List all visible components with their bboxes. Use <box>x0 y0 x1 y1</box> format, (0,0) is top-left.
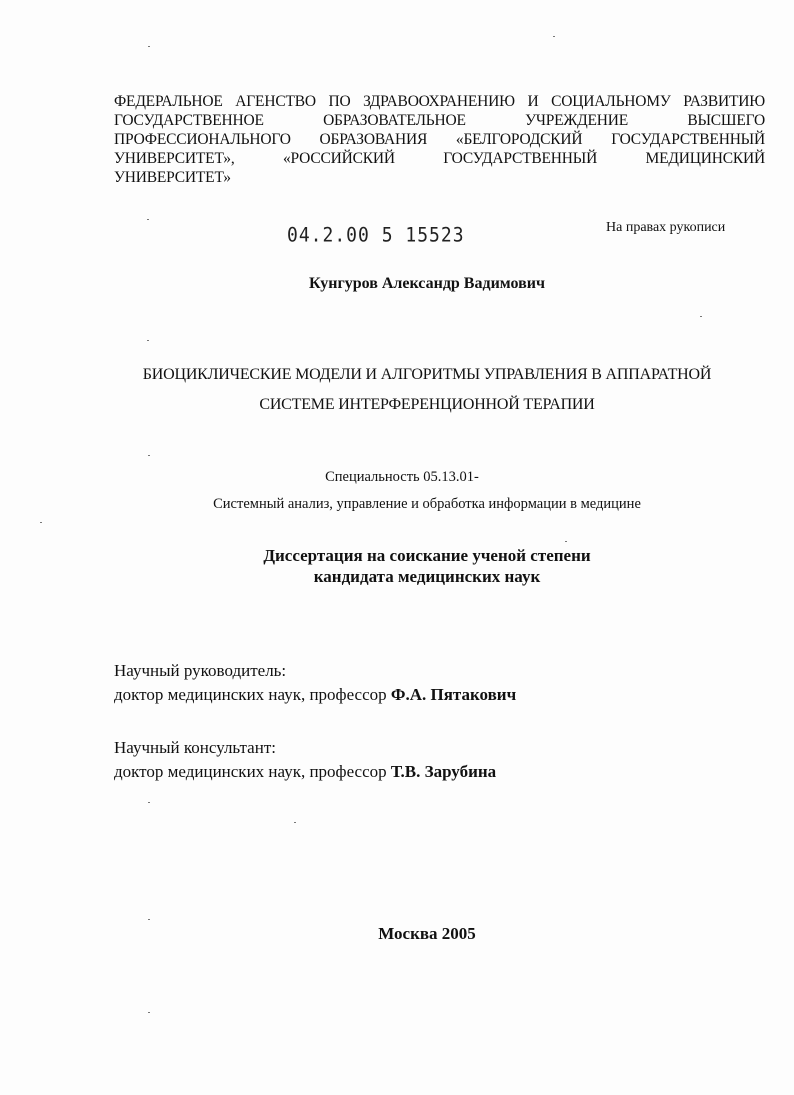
scan-speck <box>565 541 567 542</box>
consultant-label: Научный консультант: <box>114 738 276 757</box>
header-line-1: ФЕДЕРАЛЬНОЕ АГЕНСТВО ПО ЗДРАВООХРАНЕНИЮ И СОЦИАЛЬНОМУ РАЗВИТИЮ <box>114 93 765 110</box>
header-line-2: ГОСУДАРСТВЕННОЕ ОБРАЗОВАТЕЛЬНОЕ УЧРЕЖДЕНИЕ ВЫСШЕГО <box>114 112 765 129</box>
scan-speck <box>147 219 149 220</box>
scan-speck <box>148 1012 150 1013</box>
title-line-2: СИСТЕМЕ ИНТЕРФЕРЕНЦИОННОЙ ТЕРАПИИ <box>259 396 595 413</box>
degree-line-2: кандидата медицинских наук <box>313 567 541 586</box>
specialty-name: Системный анализ, управление и обработка информации в медицине <box>213 496 641 512</box>
title-line-1: БИОЦИКЛИЧЕСКИЕ МОДЕЛИ И АЛГОРИТМЫ УПРАВЛЕНИЯ В АППАРАТНОЙ <box>142 366 712 383</box>
consultant-name: Т.В. Зарубина <box>390 762 497 781</box>
institution-header <box>114 92 765 187</box>
header-line-5: УНИВЕРСИТЕТ» <box>114 169 231 186</box>
supervisor-label: Научный руководитель: <box>114 661 287 680</box>
scan-speck <box>148 919 150 920</box>
header-line-3: ПРОФЕССИОНАЛЬНОГО ОБРАЗОВАНИЯ «БЕЛГОРОДСКИЙ ГОСУДАРСТВЕННЫЙ <box>114 131 765 148</box>
consultant-block <box>114 736 496 784</box>
scan-speck <box>553 36 555 37</box>
specialty-code: Специальность 05.13.01- <box>325 469 479 485</box>
rights-note: На правах рукописи <box>606 220 726 235</box>
supervisor-credentials: доктор медицинских наук, профессор <box>114 685 391 704</box>
scan-speck <box>148 455 150 456</box>
header-line-4: УНИВЕРСИТЕТ», «РОССИЙСКИЙ ГОСУДАРСТВЕННЫЙ МЕДИЦИНСКИЙ <box>114 150 765 167</box>
supervisor-block <box>114 659 516 707</box>
dissertation-title <box>0 360 794 420</box>
registration-stamp: 04.2.00 5 15523 <box>287 223 465 248</box>
supervisor-name: Ф.А. Пятакович <box>390 685 517 704</box>
consultant-credentials: доктор медицинских наук, профессор <box>114 762 391 781</box>
scan-speck <box>148 46 150 47</box>
scan-speck <box>147 340 149 341</box>
scan-speck <box>148 802 150 803</box>
degree-statement <box>0 545 794 587</box>
consultant-line <box>114 760 496 784</box>
degree-line-1: Диссертация на соискание ученой степени <box>263 546 591 565</box>
scan-speck <box>700 316 702 317</box>
scan-speck <box>40 522 42 523</box>
scan-speck <box>294 822 296 823</box>
city-year: Москва 2005 <box>378 924 476 943</box>
supervisor-line <box>114 683 516 707</box>
author-name: Кунгуров Александр Вадимович <box>309 275 545 292</box>
